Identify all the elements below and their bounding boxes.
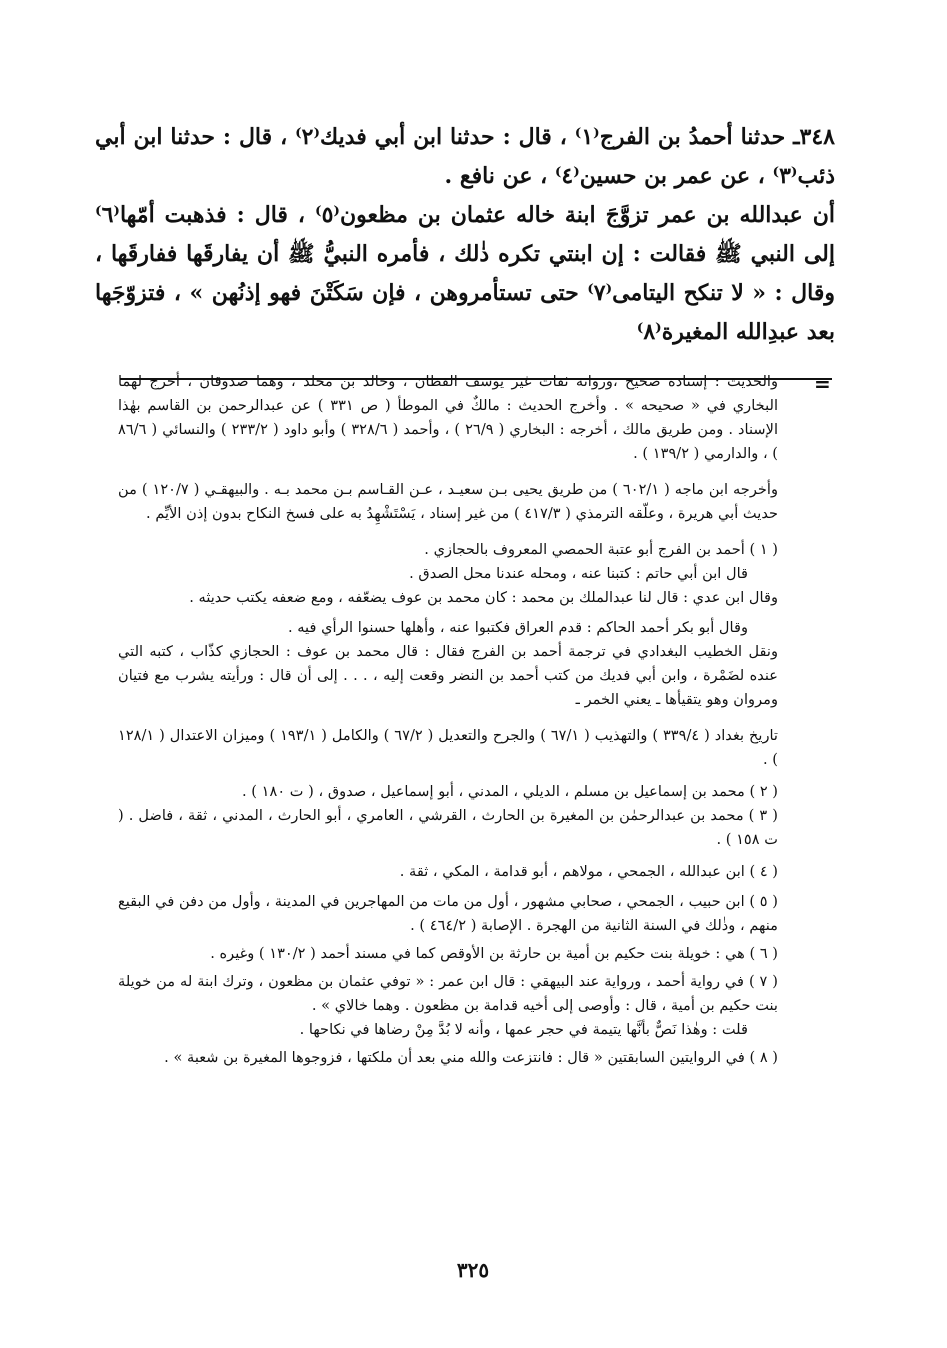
hadith-main-text bbox=[95, 118, 835, 352]
note-hadith-grading: والحديث : إسناده صحيح ،ورواته ثقات غير يوسف القطان ، وخالد بن مخلد ، وهما صدوقان ، أخرج لهما البخاري في « صحيحه » . وأخرج الحديث : مالكٌ في الموطأ ( ص ٣٣١ ) عن عبدالرحمن بن القاسم بهٰذا الإسناد . ومن طريق مالك ، أخرجه : البخاري ( ٢٦/٩ ) ، وأحمد ( ٣٢٨/٦ ) وأبو داود ( ٢٣٣/٢ ) والنسائي ( ٨٦/٦ ) ، والدارمي ( ١٣٩/٢ ) . bbox=[118, 373, 779, 462]
footnote-1-line: قال ابن أبي حاتم : كتبنا عنه ، ومحله عندنا محل الصدق . bbox=[409, 565, 748, 582]
footnote-4: ( ٤ ) ابن عبدالله ، الجمحي ، مولاهم ، أبو قدامة ، المكي ، ثقة . bbox=[399, 863, 778, 880]
page-number: ٣٢٥ bbox=[456, 1258, 490, 1282]
note-hadith-takhrij: وأخرجه ابن ماجه ( ٦٠٢/١ ) من طريق يحيى بـن سعيـد ، عـن القـاسم بـن محمد بـه . والبيهقـي ( ١٢٠/٧ ) من حديث أبي هريرة ، وعلّقه الترمذي ( ٤١٧/٣ ) من غير إسناد ، يَسْتَشْهِدُ به على فسخ النكاح بدون إذن الأيِّم . bbox=[118, 481, 778, 522]
footnote-7-comment: قلت : وهٰذا نَصٌّ بأنَّها يتيمة في حجر عمها ، وأنه لا بُدَّ مِنْ رضاها في نكاحها . bbox=[299, 1021, 748, 1038]
continuation-marker: = bbox=[814, 372, 831, 396]
footnote-1-line: وقال ابن عدي : قال لنا عبدالملك بن محمد : كان محمد بن عوف يضعّفه ، ومع ضعفه يكتب حديثه . bbox=[189, 589, 778, 606]
footnote-2: ( ٢ ) محمد بن إسماعيل بن مسلم ، الديلي ، المدني ، أبو إسماعيل ، صدوق ، ( ت ١٨٠ ) . bbox=[242, 783, 778, 800]
footnote-7: ( ٧ ) في رواية أحمد ، ورواية عند البيهقي : قال ابن عمر : « توفي عثمان بن مظعون ، وترك ابنة له من خويلة بنت حكيم بن أمية ، قال : وأوصى إلى أخيه قدامة بن مظعون . وهما خالاي » . bbox=[118, 973, 778, 1014]
footnote-6: ( ٦ ) هي : خويلة بنت حكيم بن أمية بن حارثة بن الأوقص كما في مسند أحمد ( ١٣٠/٢ ) وغيره . bbox=[210, 945, 778, 962]
footnote-1-title: ( ١ ) أحمد بن الفرج أبو عتبة الحمصي المعروف بالحجازي . bbox=[424, 541, 778, 558]
footnote-1-sources: تاريخ بغداد ( ٣٣٩/٤ ) والتهذيب ( ٦٧/١ ) والجرح والتعديل ( ٦٧/٢ ) والكامل ( ١٩٣/١ ) وميزان الاعتدال ( ١٢٨/١ ) . bbox=[118, 727, 778, 768]
footnote-3: ( ٣ ) محمد بن عبدالرحمٰن بن المغيرة بن الحارث ، القرشي ، العامري ، أبو الحارث ، المدني ، ثقة ، فاضل . ( ت ١٥٨ ) . bbox=[118, 807, 778, 848]
hadith-isnad: ٣٤٨ـ حدثنا أحمدُ بن الفرج⁽١⁾ ، قال : حدثنا ابن أبي فديك⁽٢⁾ ، قال : حدثنا ابن أبي ذئب⁽٣⁾ ، عن عمر بن حسين⁽٤⁾ ، عن نافع . bbox=[95, 124, 835, 189]
footnote-1-line: وقال أبو بكر أحمد الحاكم : قدم العراق فكتبوا عنه ، وأهلها حسنوا الرأي فيه . bbox=[287, 619, 748, 636]
footnote-5: ( ٥ ) ابن حبيب ، الجمحي ، صحابي مشهور ، أول من مات من المهاجرين في المدينة ، وأول من دفن في البقيع منهم ، وذٰلك في السنة الثانية من الهجرة . الإصابة ( ٤٦٤/٢ ) . bbox=[118, 893, 778, 934]
footnote-8: ( ٨ ) في الروايتين السابقتين « قال : فانتزعت والله مني بعد أن ملكتها ، فزوجوها المغيرة بن شعبة » . bbox=[164, 1049, 778, 1066]
footnote-1-line: ونقل الخطيب البغدادي في ترجمة أحمد بن الفرج فقال : قال محمد بن عوف : الحجازي كذّاب ، كتبه التي عنده لضَمْرة ، وابن أبي فديك من كتب أحمد بن النضر وقعت إليه ، . . . إلى أن قال : ورأيته يشرب مع فتيان ومروان وهو يتقيأها ـ يعني الخمر ـ bbox=[118, 643, 778, 708]
footnotes bbox=[118, 370, 818, 1070]
hadith-matn: أن عبدالله بن عمر تزوَّجَ ابنة خاله عثمان بن مظعون⁽٥⁾ ، قال : فذهبت أمّها⁽٦⁾ إلى النبي ﷺ فقالت : إن ابنتي تكره ذٰلك ، فأمره النبيُّ ﷺ أن يفارقَها ففارقَها ، وقال : « لا تنكح اليتامى⁽٧⁾ حتى تستأمروهن ، فإن سَكَتْنَ فهو إذنُهن » ، فتزوّجَها بعد عبدِالله المغيرة⁽٨⁾ bbox=[95, 202, 835, 345]
